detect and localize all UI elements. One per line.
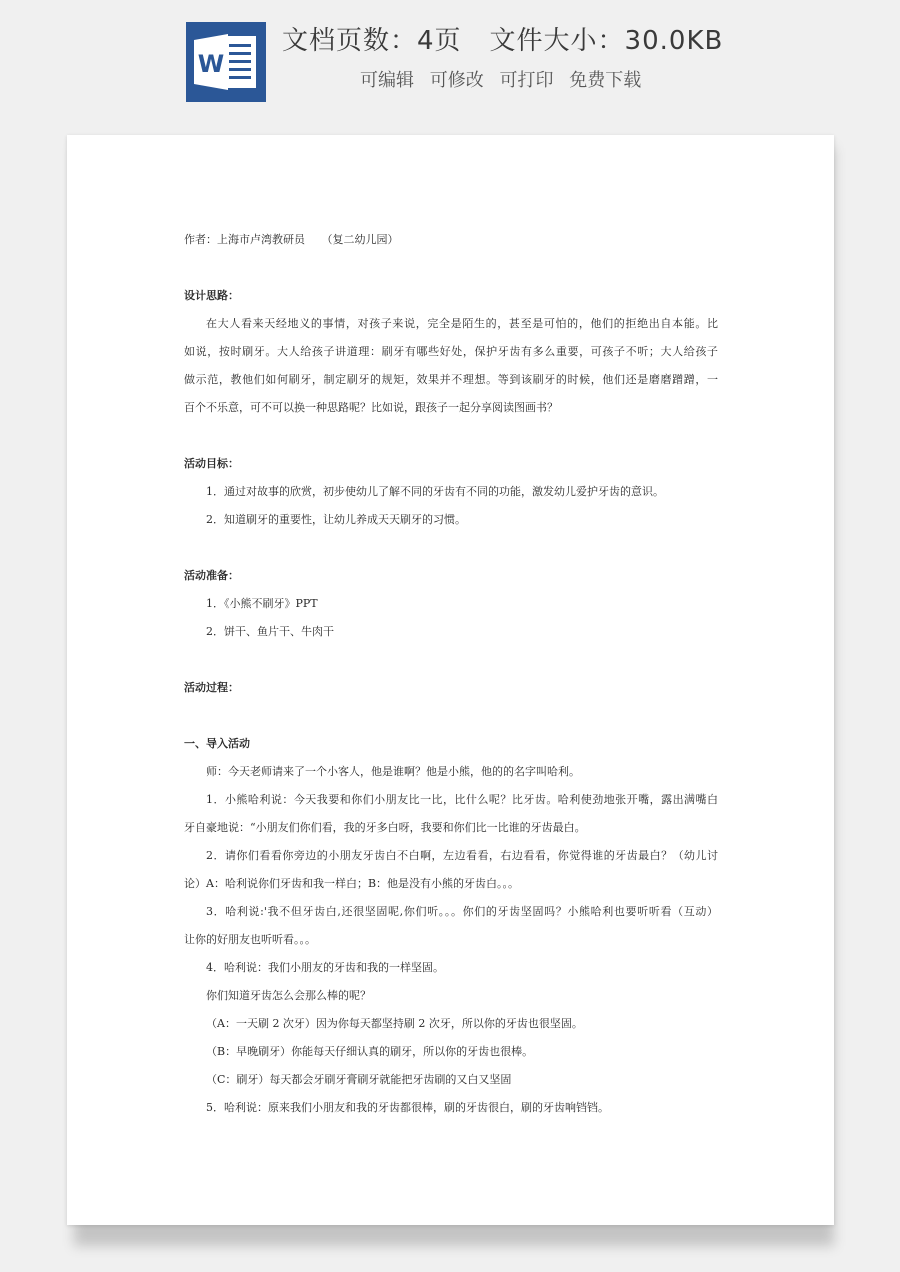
section1-heading: 一、导入活动 (184, 737, 250, 750)
document-page (67, 135, 834, 1225)
file-size: 文件大小：30.0KB (489, 26, 724, 56)
section1-line: 4．哈利说：我们小朋友的牙齿和我的一样坚固。 (206, 961, 444, 974)
prep-heading: 活动准备： (184, 569, 239, 582)
section1-line: 3．哈利说:'我不但牙齿白,还很坚固呢,你们听。。。你们的牙齿坚固吗？小熊哈利也要听听看（互动） (206, 905, 718, 918)
feature-printable: 可打印 (499, 70, 554, 91)
word-doc-icon (186, 22, 266, 102)
section1-line: 1．小熊哈利说：今天我要和你们小朋友比一比，比什么呢？比牙齿。哈利使劲地张开嘴，露出满嘴白 (206, 793, 718, 806)
page-count: 文档页数：4页 (282, 26, 462, 56)
goal-item: 1．通过对故事的欣赏，初步使幼儿了解不同的牙齿有不同的功能，激发幼儿爱护牙齿的意识。 (206, 485, 664, 498)
section1-line: 5．哈利说：原来我们小朋友和我的牙齿都很棒，刷的牙齿很白，刷的牙齿响铛铛。 (206, 1101, 609, 1114)
section1-line: 2．请你们看看你旁边的小朋友牙齿白不白啊，左边看看，右边看看，你觉得谁的牙齿最白？（幼儿讨 (206, 849, 718, 862)
download-banner (0, 0, 900, 130)
design-paragraph-line: 做示范，教他们如何刷牙，制定刷牙的规矩，效果并不理想。等到该刷牙的时候，他们还是磨磨蹭蹭，一 (184, 373, 718, 386)
design-paragraph-line: 如说，按时刷牙。大人给孩子讲道理：刷牙有哪些好处，保护牙齿有多么重要，可孩子不听；大人给孩子 (184, 345, 718, 358)
feature-free-download: 免费下载 (569, 70, 642, 91)
section1-line: 你们知道牙齿怎么会那么棒的呢？ (206, 989, 371, 1002)
file-info-title (282, 20, 802, 57)
prep-item: 1．《小熊不刷牙》PPT (206, 597, 318, 610)
section1-line: （A：一天刷 2 次牙）因为你每天都坚持刷 2 次牙，所以你的牙齿也很坚固。 (206, 1017, 583, 1030)
goal-item: 2．知道刷牙的重要性，让幼儿养成天天刷牙的习惯。 (206, 513, 466, 526)
section1-line: 师：今天老师请来了一个小客人，他是谁啊？他是小熊，他的的名字叫哈利。 (206, 765, 580, 778)
process-heading: 活动过程： (184, 681, 239, 694)
section1-line: 牙自豪地说：“小朋友们你们看，我的牙多白呀，我要和你们比一比谁的牙齿最白。 (184, 821, 586, 834)
section1-line: （B：早晚刷牙）你能每天仔细认真的刷牙，所以你的牙齿也很棒。 (206, 1045, 534, 1058)
goals-heading: 活动目标： (184, 457, 239, 470)
section1-line: 让你的好朋友也听听看。。。 (184, 933, 316, 946)
prep-item: 2．饼干、鱼片干、牛肉干 (206, 625, 334, 638)
design-heading: 设计思路： (184, 289, 239, 302)
svg-text:W: W (197, 50, 225, 78)
feature-list (360, 66, 651, 92)
design-paragraph-line: 百个不乐意，可不可以换一种思路呢？比如说，跟孩子一起分享阅读图画书？ (184, 401, 558, 414)
section1-line: （C：刷牙）每天都会牙刷牙膏刷牙就能把牙齿刷的又白又坚固 (206, 1073, 512, 1086)
author-line: 作者：上海市卢湾教研员 （复二幼儿园） (184, 233, 399, 246)
design-paragraph-line: 在大人看来天经地义的事情，对孩子来说，完全是陌生的，甚至是可怕的，他们的拒绝出自本能。比 (206, 317, 718, 330)
feature-modifiable: 可修改 (429, 70, 484, 91)
feature-editable: 可编辑 (360, 70, 414, 91)
section1-line: 论）A：哈利说你们牙齿和我一样白；B：他是没有小熊的牙齿白。。。 (184, 877, 520, 890)
